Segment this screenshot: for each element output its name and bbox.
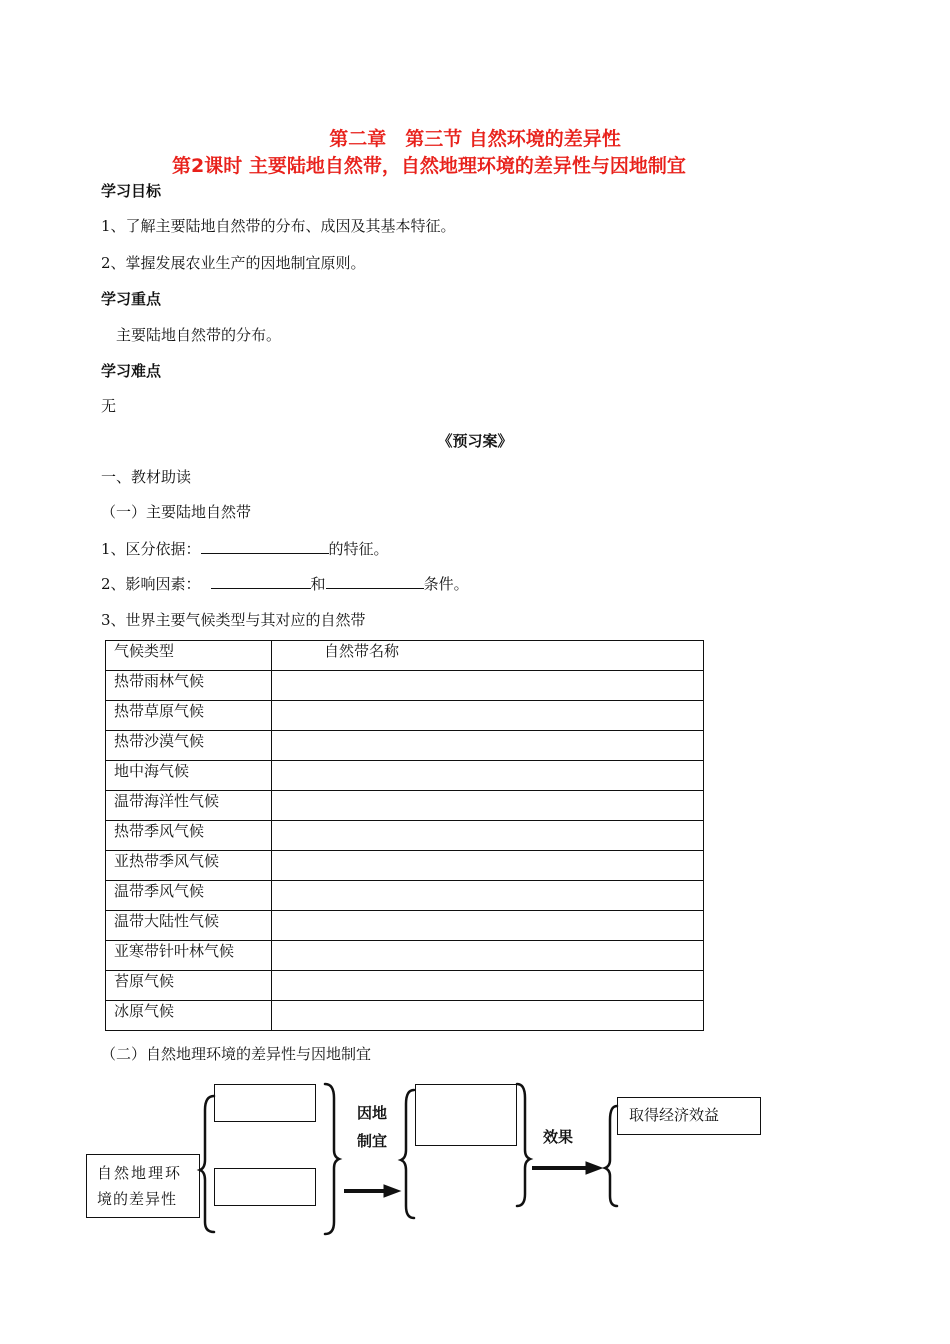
right-brace-2: [517, 1084, 530, 1206]
difficulties-text: 无: [101, 397, 117, 415]
table-cell-climate: 热带雨林气候: [106, 671, 272, 701]
table-cell-climate: 热带草原气候: [106, 701, 272, 731]
lesson-title: 第2课时 主要陆地自然带，自然地理环境的差异性与因地制宜: [172, 155, 686, 177]
question-2-suffix: 条件。: [423, 575, 469, 593]
section-textbook-guide: 一、教材助读: [101, 468, 192, 486]
question-1-prefix: 1、区分依据：: [101, 540, 201, 558]
arrow-adapt-head: [384, 1185, 400, 1197]
subsection-differences: （二）自然地理环境的差异性与因地制宜: [101, 1045, 372, 1063]
table-cell-climate: 温带大陆性气候: [106, 911, 272, 941]
diagram-source-line-2: 境的差异性: [97, 1190, 178, 1208]
table-header-zone: 自然带名称: [272, 641, 704, 671]
left-brace-3: [605, 1106, 617, 1206]
table-cell-climate: 冰原气候: [106, 1001, 272, 1031]
chapter-title: 第二章 第三节 自然环境的差异性: [329, 128, 621, 150]
diagram-source-line-1: 自然地理环: [97, 1164, 183, 1182]
question-2-mid: 和: [310, 575, 326, 593]
table-header-climate: 气候类型: [106, 641, 272, 671]
table-cell-climate: 地中海气候: [106, 761, 272, 791]
subsection-natural-zones: （一）主要陆地自然带: [101, 503, 252, 521]
right-brace-1: [325, 1084, 339, 1234]
diagram-label-adapt-2: 制宜: [357, 1132, 388, 1150]
diagram-label-effect: 效果: [543, 1128, 574, 1146]
left-brace-1: [200, 1096, 214, 1232]
table-cell-climate: 亚寒带针叶林气候: [106, 941, 272, 971]
table-cell-climate: 苔原气候: [106, 971, 272, 1001]
key-points-text: 主要陆地自然带的分布。: [116, 326, 282, 344]
table-cell-climate: 温带海洋性气候: [106, 791, 272, 821]
left-brace-2: [401, 1090, 414, 1218]
table-cell-climate: 热带沙漠气候: [106, 731, 272, 761]
objective-item-2: 2、掌握发展农业生产的因地制宜原则。: [101, 254, 366, 272]
difficulties-heading: 学习难点: [101, 362, 162, 380]
key-points-heading: 学习重点: [101, 290, 162, 308]
diagram-label-adapt-1: 因地: [357, 1104, 388, 1122]
question-3: 3、世界主要气候类型与其对应的自然带: [101, 611, 366, 629]
table-cell-climate: 亚热带季风气候: [106, 851, 272, 881]
table-cell-climate: 热带季风气候: [106, 821, 272, 851]
preview-title: 《预习案》: [437, 432, 513, 450]
question-1-suffix: 的特征。: [328, 540, 389, 558]
objectives-heading: 学习目标: [101, 182, 162, 200]
objective-item-1: 1、了解主要陆地自然带的分布、成因及其基本特征。: [101, 217, 456, 235]
table-cell-climate: 温带季风气候: [106, 881, 272, 911]
arrow-effect-head: [586, 1162, 602, 1174]
diagram-result-text: 取得经济效益: [629, 1106, 720, 1124]
question-2-prefix: 2、影响因素：: [101, 575, 201, 593]
